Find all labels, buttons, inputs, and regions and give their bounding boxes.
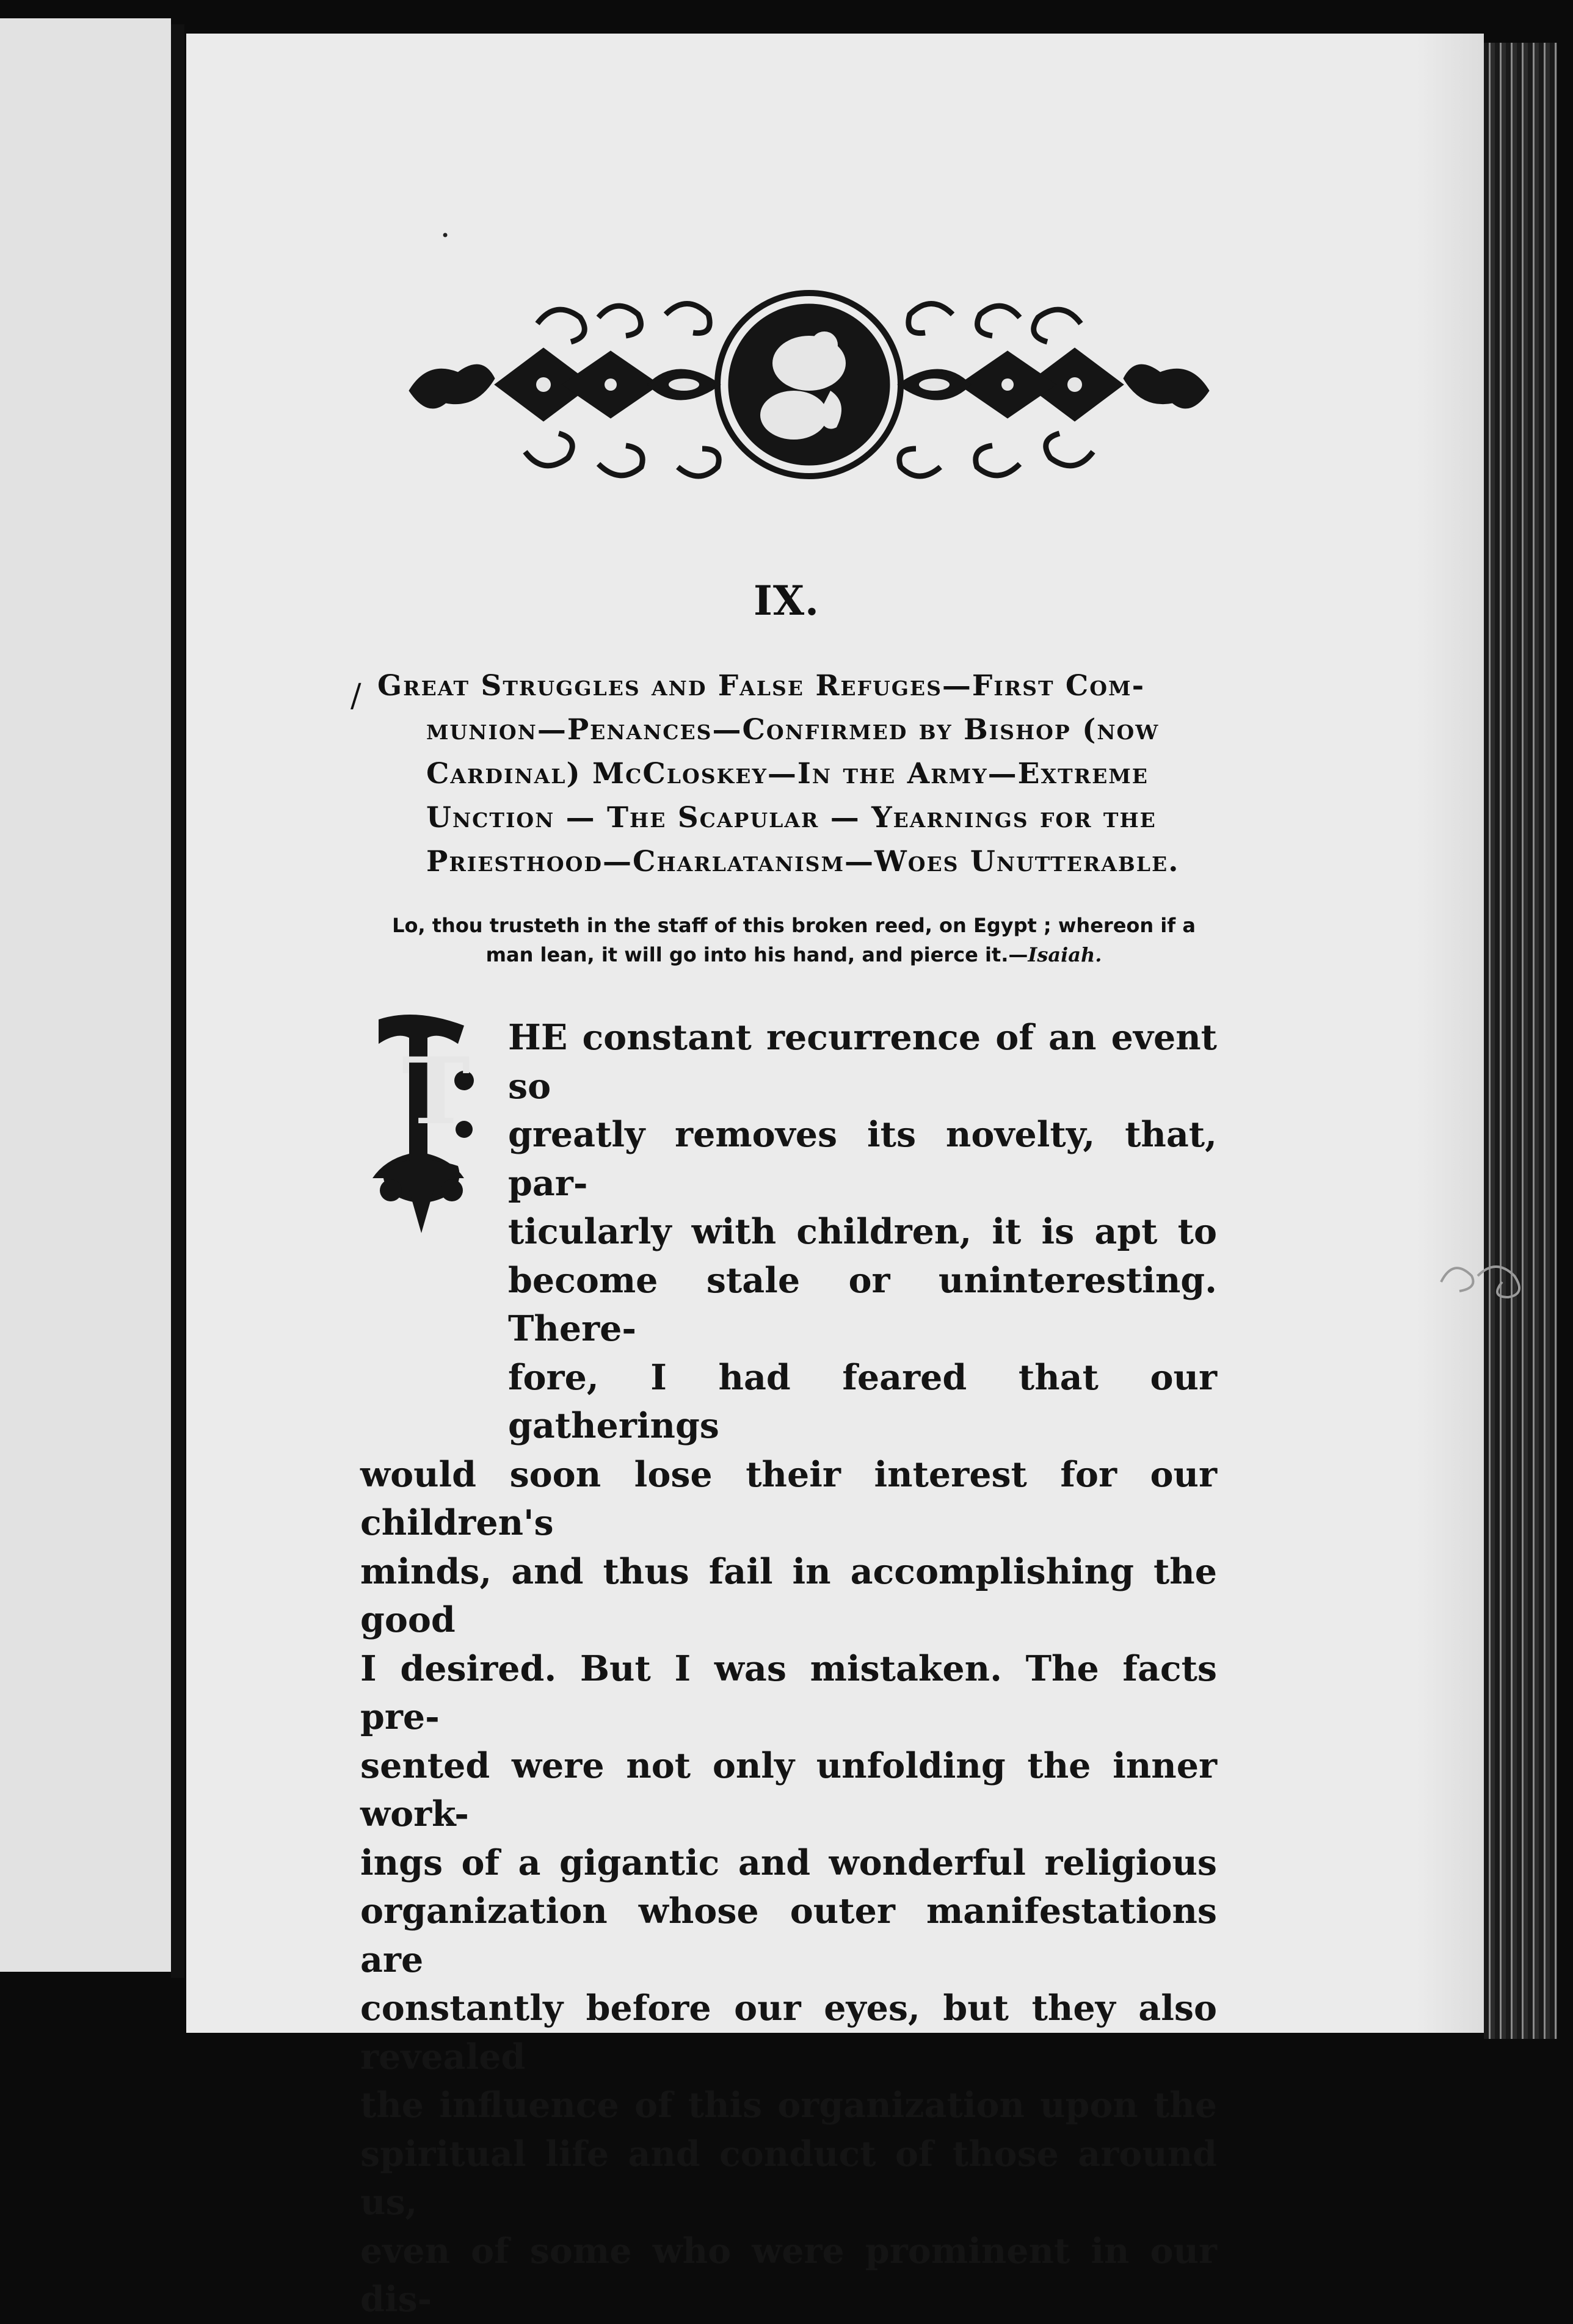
headpiece-ornament <box>403 287 1215 488</box>
summary-line: Unction — The Scapular — Yearnings for the <box>426 801 1157 834</box>
facing-page-margin <box>0 18 171 1972</box>
text-line: fore, I had feared that our gatherings <box>508 1356 1217 1446</box>
chapter-summary <box>377 664 1217 884</box>
text-line: spiritual life and conduct of those around us, <box>360 2133 1217 2223</box>
text-line: ticularly with children, it is apt to <box>508 1211 1217 1252</box>
ink-speck: • <box>441 227 450 244</box>
text-line: become stale or uninteresting. There- <box>508 1259 1217 1349</box>
gutter-shadow <box>171 24 184 1978</box>
pencil-margin-mark <box>1435 1251 1539 1306</box>
book-fore-edge <box>1484 43 1557 2039</box>
text-line: the influence of this organization upon the <box>360 2085 1217 2126</box>
text-line: ings of a gigantic and wonderful religious <box>360 1842 1217 1883</box>
summary-line: Cardinal) McCloskey—In the Army—Extreme <box>426 757 1149 791</box>
text-line: constantly before our eyes, but they also revealed <box>360 1988 1217 2077</box>
margin-tick-mark: / <box>351 678 361 714</box>
page-edge-shade <box>1417 34 1484 2033</box>
dropcap-letter: T <box>402 1038 470 1145</box>
text-line: minds, and thus fail in accomplishing the good <box>360 1551 1217 1640</box>
epigraph-text: Lo, thou trusteth in the staff of this broken reed, on Egypt ; whereon if a man lean, it will go into his hand, and pierce it.— <box>392 914 1196 966</box>
text-line: even of some who were prominent in our dis- <box>360 2230 1217 2320</box>
text-line: would soon lose their interest for our children's <box>360 1453 1217 1543</box>
chapter-number: IX. <box>753 577 820 624</box>
epigraph <box>366 911 1221 969</box>
text-line: HE constant recurrence of an event so <box>508 1017 1217 1107</box>
summary-line: Great Struggles and False Refuges—First Com- <box>377 669 1146 703</box>
summary-line: munion—Penances—Confirmed by Bishop (now <box>426 713 1160 747</box>
text-line: sented were not only unfolding the inner work- <box>360 1745 1217 1834</box>
text-line: I desired. But I was mistaken. The facts pre- <box>360 1648 1217 1737</box>
body-text <box>360 1013 1217 2324</box>
text-line: greatly removes its novelty, that, par- <box>508 1114 1217 1204</box>
summary-line: Priesthood—Charlatanism—Woes Unutterable. <box>426 845 1180 878</box>
text-line: organization whose outer manifestations are <box>360 1891 1217 1980</box>
epigraph-attribution: Isaiah. <box>1028 943 1102 966</box>
